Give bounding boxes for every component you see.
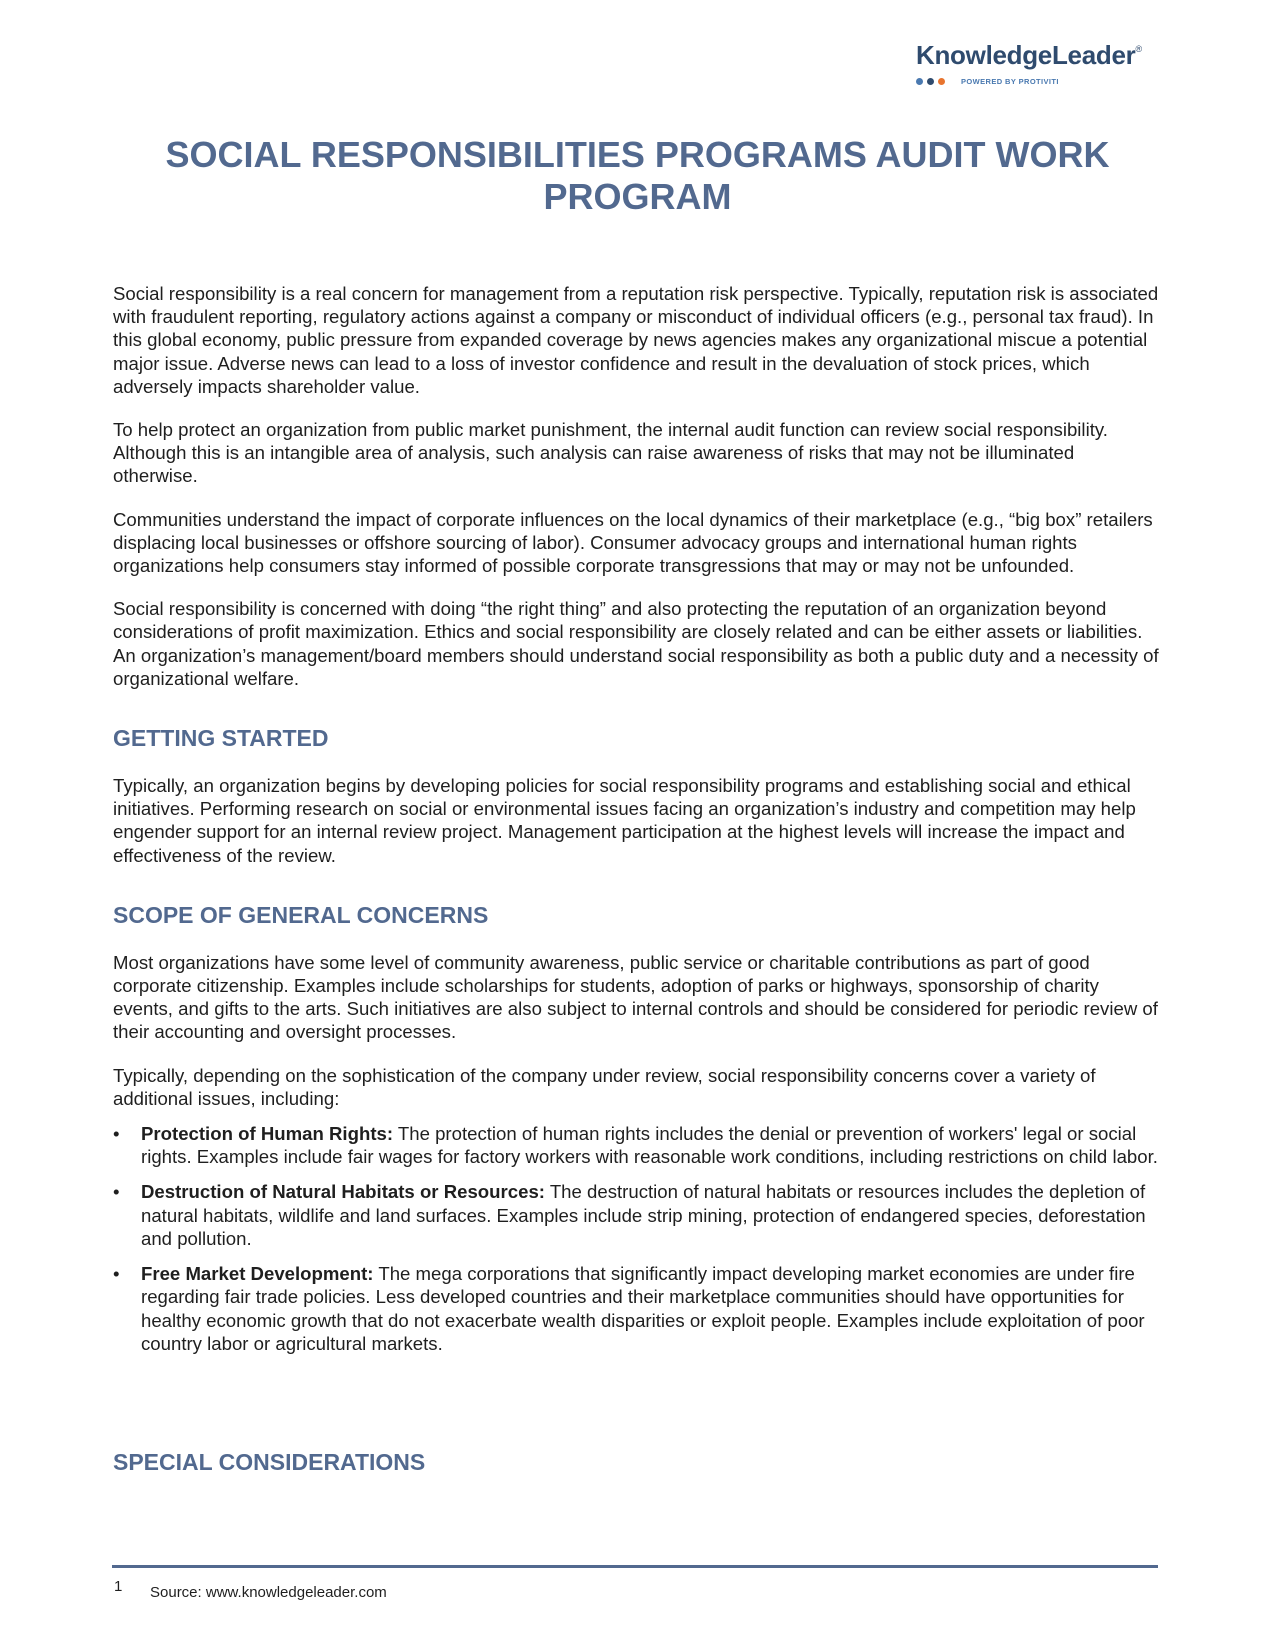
logo-tagline: POWERED BY PROTIVITI	[961, 77, 1059, 86]
bullet-icon: •	[113, 1263, 120, 1285]
list-item-text: The destruction of natural habitats or resources includes the depletion of natural habitats, wildlife and land surfaces. Examples include strip mining, protection of endangered species, deforestation and pollution.	[141, 1181, 1146, 1249]
list-item-term: Free Market Development:	[141, 1263, 374, 1285]
footer-divider	[112, 1565, 1158, 1568]
page-number: 1	[114, 1578, 123, 1595]
logo-trademark: ®	[1135, 44, 1142, 54]
getting-started-heading: GETTING STARTED	[113, 725, 329, 752]
logo-subline	[916, 77, 1156, 86]
list-item-text: The mega corporations that significantly impact developing market economies are under fire regarding fair trade policies. Less developed countries and their marketplace communities should have opportunities for healthy economic growth that do not exacerbate wealth disparities or exploit people. Examples include exploitation of poor country labor or agricultural markets.	[141, 1263, 1145, 1354]
list-item-term: Protection of Human Rights:	[141, 1123, 394, 1145]
page-title: SOCIAL RESPONSIBILITIES PROGRAMS AUDIT WORK PROGRAM	[165, 134, 1110, 217]
concerns-list	[113, 1122, 1163, 1355]
list-item	[113, 1262, 1163, 1355]
document-body	[113, 282, 1163, 1498]
logo-dot-icon	[938, 78, 945, 85]
scope-paragraph: Typically, depending on the sophistication of the company under review, social responsibility concerns cover a variety of additional issues, including:	[113, 1064, 1096, 1109]
list-item	[113, 1122, 1163, 1168]
scope-paragraph: Most organizations have some level of community awareness, public service or charitable contributions as part of good corporate citizenship. Examples include scholarships for students, adoption of parks or highways, sponsorship of charity events, and gifts to the arts. Such initiatives are also subject to internal controls and should be considered for periodic review of their accounting and oversight processes.	[113, 951, 1158, 1043]
logo-dot-icon	[927, 78, 934, 85]
scope-heading: SCOPE OF GENERAL CONCERNS	[113, 901, 489, 928]
logo-dot-icon	[916, 78, 923, 85]
logo-name-text: KnowledgeLeader	[916, 40, 1136, 70]
source-line: Source: www.knowledgeleader.com	[150, 1584, 387, 1601]
bullet-icon: •	[113, 1181, 120, 1203]
list-item-text: The protection of human rights includes the denial or prevention of workers' legal or social rights. Examples include fair wages for factory workers with reasonable work conditions, including restrictions on child labor.	[141, 1123, 1158, 1168]
intro-paragraph: Social responsibility is concerned with doing “the right thing” and also protecting the reputation of an organization beyond considerations of profit maximization. Ethics and social responsibility are closely related and can be either assets or liabilities. An organization’s management/board members should understand social responsibility as both a public duty and a necessity of organizational welfare.	[113, 598, 1159, 689]
intro-paragraph: Communities understand the impact of corporate influences on the local dynamics of their marketplace (e.g., “big box” retailers displacing local businesses or offshore sourcing of labor). Consumer advocacy groups and international human rights organizations help consumers stay informed of possible corporate transgressions that may or may not be unfounded.	[113, 508, 1153, 577]
intro-paragraph: To help protect an organization from public market punishment, the internal audit function can review social responsibility. Although this is an intangible area of analysis, such analysis can raise awareness of risks that may not be illuminated otherwise.	[113, 419, 1108, 487]
special-considerations-heading: SPECIAL CONSIDERATIONS	[113, 1448, 426, 1475]
knowledgeleader-logo	[916, 40, 1156, 90]
getting-started-paragraph: Typically, an organization begins by developing policies for social responsibility programs and establishing social and ethical initiatives. Performing research on social or environmental issues facing an organization’s industry and competition may help engender support for an internal review project. Management participation at the highest levels will increase the impact and effectiveness of the review.	[113, 775, 1136, 866]
intro-paragraph: Social responsibility is a real concern for management from a reputation risk perspective. Typically, reputation risk is associated with fraudulent reporting, regulatory actions against a company or misconduct of individual officers (e.g., personal tax fraud). In this global economy, public pressure from expanded coverage by news agencies makes any organizational miscue a potential major issue. Adverse news can lead to a loss of investor confidence and result in the devaluation of stock prices, which adversely impacts shareholder value.	[113, 283, 1159, 397]
bullet-icon: •	[113, 1123, 120, 1145]
list-item-term: Destruction of Natural Habitats or Resources:	[141, 1181, 545, 1203]
logo-wordmark	[916, 40, 1156, 71]
list-item	[113, 1180, 1163, 1250]
page-footer	[114, 1578, 387, 1601]
